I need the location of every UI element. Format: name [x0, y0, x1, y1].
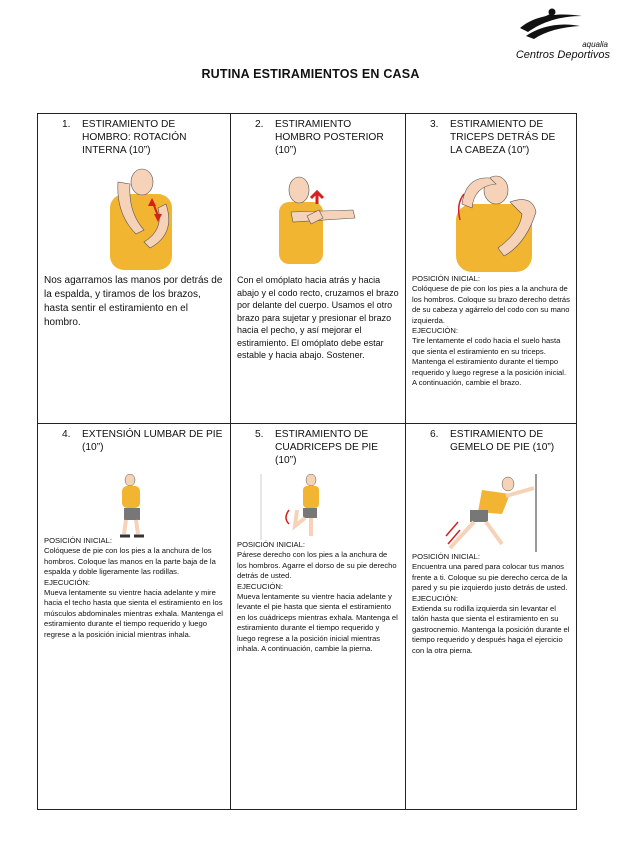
swimmer-logo-icon — [516, 6, 586, 42]
exercise-title: EXTENSIÓN LUMBAR DE PIE (10”) — [82, 429, 223, 453]
initial-position-label: POSICIÓN INICIAL: — [237, 540, 305, 549]
initial-position-text: Colóquese de pie con los pies a la anchura de los hombros. Coloque su brazo derecho detrás de su cabeza y agárrelo del codo con su mano izquierda. — [412, 284, 570, 325]
exercise-card-5 — [231, 424, 406, 810]
exercise-instructions — [38, 536, 230, 640]
exercise-number: 3. — [430, 119, 439, 130]
triceps-stretch-figure-icon — [406, 164, 577, 274]
shoulder-rotation-figure-icon — [38, 164, 231, 274]
exercise-illustration — [231, 162, 405, 274]
exercise-title: ESTIRAMIENTO HOMBRO POSTERIOR (10”) — [275, 119, 384, 156]
exercise-illustration — [406, 162, 576, 274]
execution-text: Mueva lentamente su vientre hacia adelante y levante el pie hasta que sienta el estiramiento en los cuádriceps mientras exhala. Mantenga el estiramiento durante el tiempo requerido y luego regrese a la posición inicial mientras inhala. A continuación, cambie la pierna. — [237, 592, 398, 654]
exercise-illustration — [38, 162, 230, 274]
exercise-grid — [37, 113, 577, 810]
exercise-description: Nos agarramos las manos por detrás de la espalda, y tiramos de los brazos, hasta sentir el estiramiento en el hombro. — [44, 275, 223, 328]
brand-subtitle: aqualia — [582, 40, 608, 49]
calf-stretch-figure-icon — [406, 474, 577, 554]
exercise-number: 5. — [255, 429, 264, 440]
page-title: RUTINA ESTIRAMIENTOS EN CASA — [201, 67, 420, 81]
execution-text: Tire lentamente el codo hacia el suelo hasta que sienta el estiramiento en su triceps. Mantenga el estiramiento durante el tiempo requerido y luego regrese a la posición inicial. A continuación, cambie el brazo. — [412, 336, 567, 388]
brand-name: Centros Deportivos — [515, 49, 610, 61]
exercise-card-4 — [38, 424, 231, 810]
exercise-number: 4. — [62, 429, 71, 440]
initial-position-text: Colóquese de pie con los pies a la anchura de los hombros. Coloque las manos en la parte baja de la espalda y doble ligeramente las rodillas. — [44, 546, 216, 577]
initial-position-label: POSICIÓN INICIAL: — [44, 536, 112, 545]
exercise-illustration — [406, 472, 576, 552]
exercise-card-1 — [38, 114, 231, 424]
execution-label: EJECUCIÓN: — [237, 581, 283, 591]
posterior-shoulder-figure-icon — [231, 164, 406, 274]
exercise-instructions — [406, 552, 576, 656]
initial-position-label: POSICIÓN INICIAL: — [412, 274, 480, 283]
initial-position-label: POSICIÓN INICIAL: — [412, 552, 480, 561]
exercise-number: 1. — [62, 119, 71, 130]
brand-logo — [506, 6, 614, 62]
exercise-illustration — [38, 472, 230, 536]
quadriceps-stretch-figure-icon — [231, 474, 406, 542]
execution-label: EJECUCIÓN: — [412, 593, 458, 603]
execution-text: Extienda su rodilla izquierda sin levantar el talón hasta que sienta el estiramiento en su gastrocnemio. Mantenga la posición durante el tiempo requerido y después haga el ejercicio con la otra pierna. — [412, 604, 570, 655]
exercise-title: ESTIRAMIENTO DE GEMELO DE PIE (10”) — [450, 429, 555, 453]
exercise-description: Con el omóplato hacia atrás y hacia abajo y el codo recto, cruzamos el brazo por delante del cuerpo. Usamos el otro brazo para sujetar y presionar el brazo hacia el pecho, y así mejorar el estiramiento. El omóplato debe estar estable y hacia abajo. Sostener. — [237, 275, 399, 360]
lumbar-extension-figure-icon — [38, 474, 231, 538]
execution-label: EJECUCIÓN: — [412, 326, 458, 336]
exercise-number: 6. — [430, 429, 439, 440]
execution-label: EJECUCIÓN: — [44, 577, 90, 587]
exercise-card-3 — [406, 114, 577, 424]
initial-position-text: Párese derecho con los pies a la anchura de los hombros. Agarre el dorso de su pie derecho detrás de usted. — [237, 550, 397, 581]
execution-text: Mueva lentamente su vientre hacia adelante y mire hacia el techo hasta que sienta el estiramiento en los músculos abdominales mientras exhala. Mantenga el estiramiento durante el tiempo requerido y luego regrese a la posición inicial mientras inhala. — [44, 588, 223, 639]
exercise-title: ESTIRAMIENTO DE HOMBRO: ROTACIÓN INTERNA (10”) — [82, 119, 187, 156]
exercise-instructions — [406, 274, 576, 388]
exercise-card-2 — [231, 114, 406, 424]
exercise-card-6 — [406, 424, 577, 810]
exercise-title: ESTIRAMIENTO DE CUADRICEPS DE PIE (10”) — [275, 429, 379, 466]
exercise-instructions — [231, 540, 405, 654]
exercise-title: ESTIRAMIENTO DE TRICEPS DETRÁS DE LA CABEZA (10”) — [450, 119, 556, 156]
initial-position-text: Encuentra una pared para colocar tus manos frente a ti. Coloque su pie derecho cerca de la pared y su pie izquierdo justo detrás de usted. — [412, 562, 568, 593]
exercise-illustration — [231, 472, 405, 540]
exercise-number: 2. — [255, 119, 264, 130]
